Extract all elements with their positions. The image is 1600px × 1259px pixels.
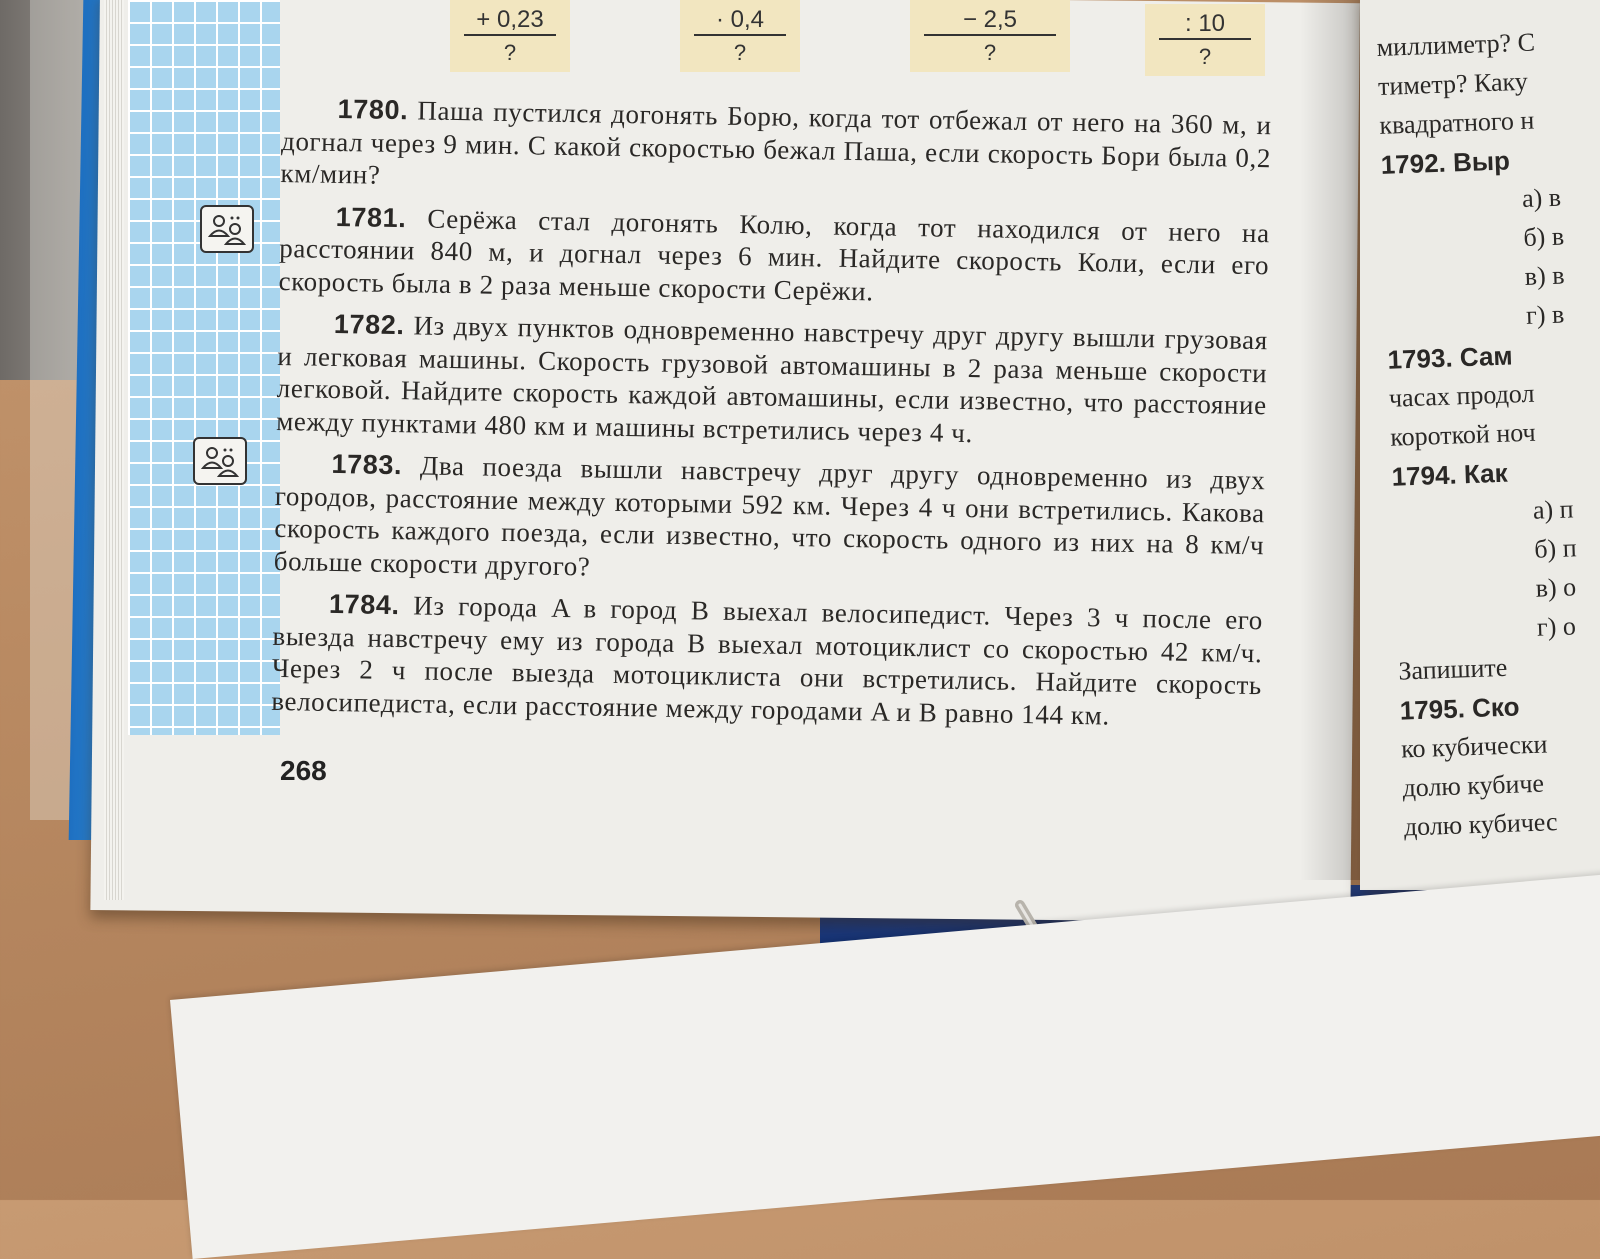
- right-line: г) о: [1536, 611, 1577, 642]
- problem-text: Из города A в город B выехал велосипедист. Через 3 ч после его выезда навстречу ему из города B выехал мотоциклист со скоростью 42 км/ч. Через 2 ч после выезда мотоциклиста они встретились. Найдите скорость велосипедиста, если расстояние между городами A и B равно 144 км.: [271, 590, 1264, 731]
- equation-operation: + 0,23: [464, 0, 556, 36]
- right-line: долю кубичес: [1403, 807, 1558, 842]
- right-line: а) п: [1532, 494, 1575, 525]
- problem-text: Паша пустился догонять Борю, когда тот отбежал от него на 360 м, и догнал через 9 мин. С какой скоростью бежал Паша, если скорость Бори была 0,2 км/мин?: [280, 95, 1272, 190]
- right-line: 1794. Как: [1391, 457, 1509, 492]
- right-line: тиметр? Каку: [1377, 66, 1529, 101]
- right-line: в) о: [1535, 572, 1577, 603]
- problem-number: 1780.: [337, 93, 409, 126]
- problem-text: Два поезда вышли навстречу друг другу одновременно из двух городов, расстояние между которыми 592 км. Через 4 ч они встретились. Какова скорость каждого поезда, если известно, что скорость одного из них на 8 км/ч больше скорости другого?: [273, 450, 1266, 581]
- right-line: ко кубически: [1400, 729, 1548, 764]
- equation-result: ?: [503, 40, 517, 65]
- right-line: 1795. Ско: [1399, 691, 1520, 726]
- problem-number: 1781.: [335, 201, 407, 233]
- problem-number: 1783.: [331, 448, 403, 481]
- equation-operation: − 2,5: [924, 0, 1056, 36]
- problem-number: 1782.: [333, 308, 405, 341]
- right-line: б) п: [1533, 533, 1578, 564]
- right-line: а) в: [1521, 182, 1562, 213]
- right-line: короткой ноч: [1389, 417, 1537, 452]
- equation-result: ?: [1198, 44, 1212, 69]
- right-line: долю кубиче: [1402, 768, 1545, 803]
- right-line: б) в: [1522, 221, 1565, 252]
- right-line: часах продол: [1388, 378, 1535, 413]
- problem-number: 1784.: [328, 588, 400, 621]
- equation-operation: : 10: [1159, 4, 1251, 40]
- problem-text: Из двух пунктов одновременно навстречу друг другу вышли грузовая и легковая машины. Скорость грузовой автомашины в 2 раза меньше скорости легковой. Найдите скорость каждой автомашины, если известно, что расстояние между пунктами 480 км и машины встретились через 4 ч.: [276, 310, 1269, 448]
- equation-result: ?: [983, 40, 997, 65]
- right-line: квадратного н: [1378, 105, 1535, 140]
- equation-result: ?: [733, 40, 747, 65]
- right-line: г) в: [1525, 299, 1565, 330]
- right-line: 1792. Выр: [1380, 145, 1511, 180]
- page-number: 268: [280, 755, 327, 786]
- right-line: в) в: [1524, 260, 1565, 291]
- right-line: миллиметр? С: [1376, 27, 1536, 62]
- right-line: Запишите: [1397, 652, 1508, 686]
- right-line: 1793. Сам: [1387, 340, 1514, 375]
- problem-text: Серёжа стал догонять Колю, когда тот находился от него на расстоянии 840 м, и догнал через 6 мин. Найдите скорость Коли, если его скорость была в 2 раза меньше скорости Серёжи.: [278, 203, 1270, 306]
- equation-operation: · 0,4: [694, 0, 786, 36]
